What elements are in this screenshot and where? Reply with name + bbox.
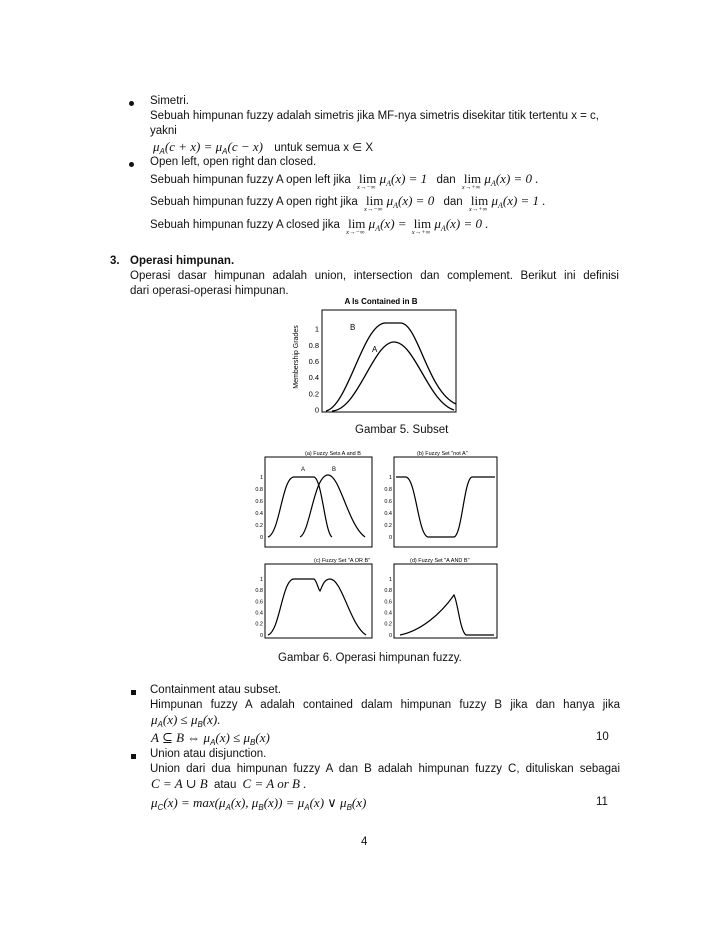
figure-6-tick-label: 0.6 bbox=[255, 498, 263, 505]
formula-part: (c − x) bbox=[227, 139, 263, 154]
bullet-dot bbox=[129, 162, 134, 167]
lim-operator: lim x→+∞ bbox=[468, 193, 489, 213]
containment-inline-formula: $\mu_A(x) \le \mu_B(x)$. bbox=[151, 712, 221, 729]
section-paragraph-line2: dari operasi-operasi himpunan. bbox=[130, 285, 289, 297]
figure-6-tick-label: 0.6 bbox=[255, 599, 263, 606]
figure-6-tick-label: 0.6 bbox=[384, 599, 392, 606]
lim-operator: lim x→+∞ bbox=[411, 216, 432, 236]
figure-6-tick-label: 0.4 bbox=[255, 510, 263, 517]
dan-word: dan bbox=[436, 174, 456, 186]
subscript: A bbox=[222, 147, 228, 156]
figure-6-tick-label: 0.2 bbox=[384, 621, 392, 628]
figure-6-tick-label: 0.6 bbox=[384, 498, 392, 505]
union-equation: $\mu_C(x) = \max(\mu_A(x)$, $\mu_B(x)) = \mu_A(x)$ ∨ $\mu_B(x)$ bbox=[151, 795, 367, 812]
symmetry-text: Sebuah himpunan fuzzy adalah simetris jika MF-nya simetris disekitar titik tertentu x = c, bbox=[150, 110, 599, 122]
figure-6-tick-label: 1 bbox=[388, 576, 392, 583]
figure-5-tick-label: 0.8 bbox=[308, 340, 319, 350]
figure-6-tick-label: 0 bbox=[388, 534, 392, 541]
union-inline-formula: C = A ∪ B atau C = A or B . bbox=[151, 776, 307, 791]
section-paragraph-line1: Operasi dasar himpunan adalah union, intersection dan complement. Berikut ini definisi bbox=[130, 270, 619, 282]
lim-operator: lim x→−∞ bbox=[356, 171, 377, 191]
figure-6-tick-label: 0.4 bbox=[255, 610, 263, 617]
bullet-square bbox=[131, 754, 136, 759]
figure-6-tick-label: 0.4 bbox=[384, 510, 392, 517]
figure-5-label-b: B bbox=[350, 323, 356, 332]
figure-5-tick-label: 1 bbox=[314, 324, 319, 334]
figure-6-tick-label: 1 bbox=[388, 474, 392, 481]
figure-6-caption: Gambar 6. Operasi himpunan fuzzy. bbox=[278, 652, 462, 664]
section-number: 3. bbox=[110, 255, 120, 267]
figure-6-tick-label: 1 bbox=[259, 576, 263, 583]
equation-number-10: 10 bbox=[596, 731, 609, 743]
figure-5-title: A Is Contained in B bbox=[344, 297, 418, 306]
open-left-line: Sebuah himpunan fuzzy A open left jika lim x→−∞ $\mu_A(x) = 1$ dan lim x→+∞ $\mu_A(x) = 0$ . bbox=[150, 171, 539, 191]
figure-6-tick-label: 0.2 bbox=[255, 621, 263, 628]
figure-6-tick-label: 0 bbox=[259, 534, 263, 541]
figure-6-tick-label: 0.8 bbox=[255, 486, 263, 493]
panel-a-title: (a) Fuzzy Sets A and B bbox=[305, 451, 361, 457]
mu-symbol: μ bbox=[153, 139, 160, 154]
figure-6-tick-label: 1 bbox=[259, 474, 263, 481]
figure-6-tick-label: 0.2 bbox=[384, 522, 392, 529]
panel-a-label-b: B bbox=[332, 467, 337, 473]
dan-word: dan bbox=[443, 196, 463, 208]
figure-6-tick-label: 0.8 bbox=[255, 588, 263, 595]
figure-6-tick-label: 0 bbox=[388, 632, 392, 639]
symmetry-title: Simetri. bbox=[150, 95, 189, 107]
symmetry-yakni: yakni bbox=[150, 125, 177, 137]
union-title: Union atau disjunction. bbox=[150, 748, 267, 760]
panel-d-curve bbox=[400, 595, 494, 635]
panel-d-frame bbox=[394, 564, 497, 638]
open-right-line: Sebuah himpunan fuzzy A open right jika lim x→−∞ $\mu_A(x) = 0$ dan lim x→+∞ $\mu_A(x) = 1$ . bbox=[150, 193, 546, 213]
figure-5-curve-b bbox=[326, 323, 456, 411]
panel-a-label-a: A bbox=[301, 467, 306, 473]
lim-operator: lim x→−∞ bbox=[346, 216, 366, 236]
union-text: Union dari dua himpunan fuzzy A dan B adalah himpunan fuzzy C, dituliskan sebagai bbox=[150, 763, 620, 775]
page-number: 4 bbox=[361, 836, 368, 848]
figure-5-ylabel: Membership Grades bbox=[293, 325, 300, 389]
panel-a-curve-a bbox=[268, 477, 332, 537]
symmetry-formula bbox=[153, 139, 373, 156]
figure-5-caption: Gambar 5. Subset bbox=[355, 424, 449, 436]
closed-line: Sebuah himpunan fuzzy A closed jika lim x→−∞ $\mu_A(x) = \lim$ x→+∞ $\mu_A(x) = 0$ . bbox=[150, 216, 489, 236]
figure-5-frame bbox=[322, 310, 456, 412]
panel-a-frame bbox=[265, 457, 372, 547]
figure-6-tick-label: 0.8 bbox=[384, 486, 392, 493]
lim-operator: lim x→+∞ bbox=[461, 171, 482, 191]
equation-number-11: 11 bbox=[596, 796, 608, 808]
closed-text: Sebuah himpunan fuzzy A closed jika bbox=[150, 219, 340, 231]
figure-5-tick-label: 0.2 bbox=[308, 389, 319, 399]
panel-c-curve bbox=[268, 579, 366, 635]
panel-b-frame bbox=[394, 457, 497, 547]
bullet-square bbox=[131, 690, 136, 695]
figure-6-tick-label: 0 bbox=[259, 632, 263, 639]
figure-6-operations-chart bbox=[250, 445, 505, 645]
figure-5-tick-label: 0.4 bbox=[308, 373, 319, 383]
figure-5-subset-chart bbox=[288, 294, 460, 420]
panel-c-frame bbox=[265, 564, 372, 638]
open-closed-title: Open left, open right dan closed. bbox=[150, 156, 317, 168]
open-right-text: Sebuah himpunan fuzzy A open right jika bbox=[150, 196, 358, 208]
containment-title: Containment atau subset. bbox=[150, 684, 282, 696]
figure-5-tick-label: 0.6 bbox=[308, 357, 319, 367]
figure-6-tick-label: 0.8 bbox=[384, 588, 392, 595]
panel-c-title: (c) Fuzzy Set "A OR B" bbox=[314, 558, 371, 564]
lim-operator: lim x→−∞ bbox=[363, 193, 384, 213]
panel-d-title: (d) Fuzzy Set "A AND B" bbox=[410, 558, 470, 564]
panel-b-curve bbox=[396, 477, 495, 537]
formula-tail: untuk semua x ∈ X bbox=[274, 142, 374, 154]
panel-a-curve-b bbox=[300, 475, 365, 537]
figure-5-label-a: A bbox=[372, 345, 378, 354]
figure-6-tick-label: 0.2 bbox=[255, 522, 263, 529]
containment-equation: A ⊆ B ⇔ $\mu_A(x) \le \mu_B(x)$ bbox=[151, 730, 270, 747]
open-left-text: Sebuah himpunan fuzzy A open left jika bbox=[150, 174, 351, 186]
bullet-dot bbox=[129, 101, 134, 106]
panel-b-title: (b) Fuzzy Set "not A" bbox=[417, 451, 468, 457]
containment-text: Himpunan fuzzy A adalah contained dalam himpunan fuzzy B jika dan hanya jika bbox=[150, 699, 620, 711]
formula-part: (c + x) = μ bbox=[164, 139, 223, 154]
subscript: A bbox=[159, 147, 165, 156]
section-title: Operasi himpunan. bbox=[130, 255, 235, 267]
figure-6-tick-label: 0.4 bbox=[384, 610, 392, 617]
figure-5-tick-label: 0 bbox=[314, 405, 319, 415]
